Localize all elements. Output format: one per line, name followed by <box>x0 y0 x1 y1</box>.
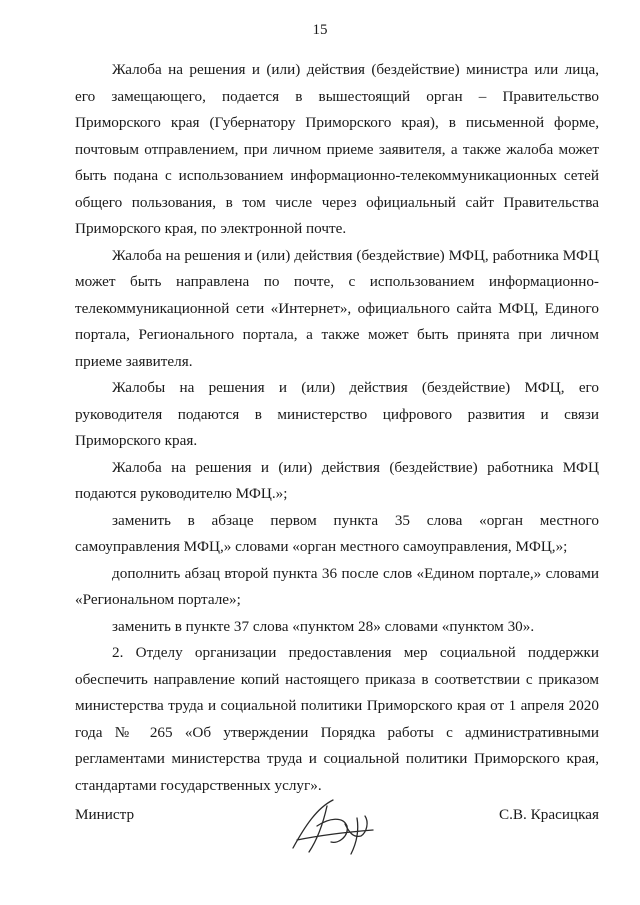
document-body <box>75 57 599 799</box>
signature-block <box>75 806 599 876</box>
handwritten-signature <box>287 796 377 858</box>
page-number: 15 <box>312 22 328 38</box>
paragraph: Жалоба на решения и (или) действия (бездействие) работника МФЦ подаются руководителю МФЦ.»; <box>75 458 599 502</box>
signatory-position: Министр <box>75 806 135 823</box>
paragraph: Жалоба на решения и (или) действия (бездействие) министра или лица, его замещающего, подается в вышестоящий орган – Правительство Приморского края (Губернатору Приморского края), в письменной форме, почтовым отправлением, при личном приеме заявителя, а также жалоба может быть подана с использованием информационно-телекоммуникационных сетей общего пользования, в том числе через официальный сайт Правительства Приморского края, по электронной почте. <box>75 61 599 237</box>
signatory-name: С.В. Красицкая <box>499 806 599 823</box>
paragraph: Жалоба на решения и (или) действия (бездействие) МФЦ, работника МФЦ может быть направлена по почте, с использованием информационно-телекоммуникационной сети «Интернет», официального сайта МФЦ, Единого портала, Регионального портала, а также может быть принята при личном приеме заявителя. <box>75 246 599 370</box>
paragraph: Жалобы на решения и (или) действия (бездействие) МФЦ, его руководителя подаются в министерство цифрового развития и связи Приморского края. <box>75 379 599 449</box>
paragraph: дополнить абзац второй пункта 36 после слов «Едином портале,» словами «Региональном портале»; <box>75 564 599 608</box>
paragraph: заменить в пункте 37 слова «пунктом 28» словами «пунктом 30». <box>112 617 535 635</box>
paragraph: заменить в абзаце первом пункта 35 слова «орган местного самоуправления МФЦ,» словами «орган местного самоуправления, МФЦ,»; <box>75 511 599 555</box>
paragraph: 2. Отделу организации предоставления мер социальной поддержки обеспечить направление копий настоящего приказа в соответствии с приказом министерства труда и социальной политики Приморского края от 1 апреля 2020 года № 265 «Об утверждении Порядка работы с административными регламентами министерства труда и социальной политики Приморского края, стандартами государственных услуг». <box>75 644 599 794</box>
